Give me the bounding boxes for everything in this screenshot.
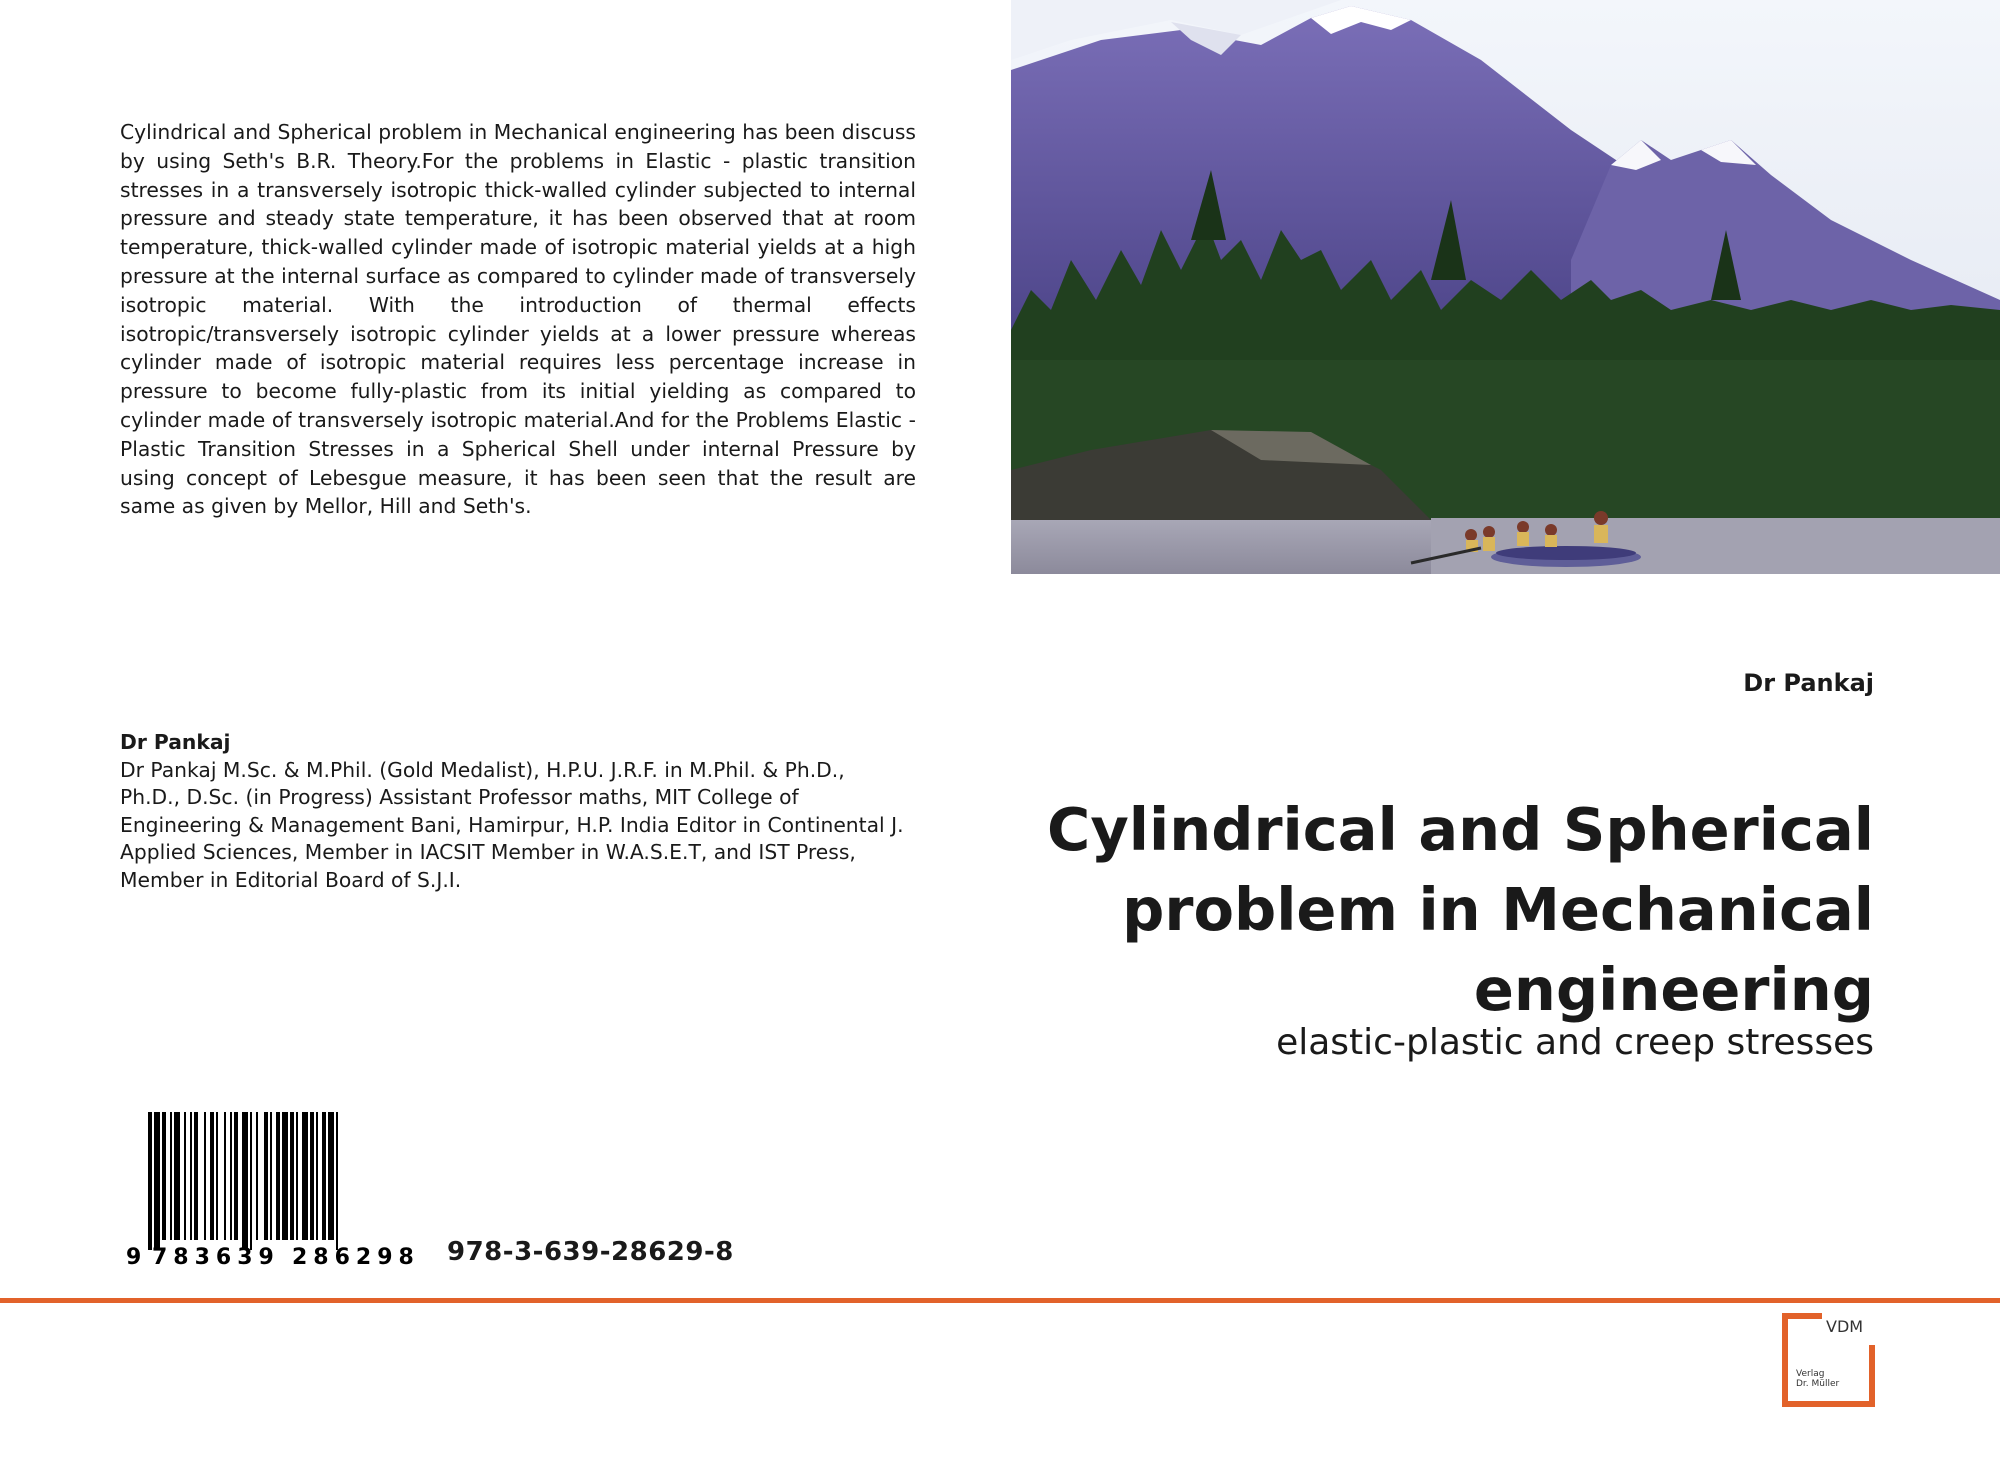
cover-photo [1011, 0, 2000, 574]
barcode-bar [256, 1112, 258, 1240]
publisher-line-1: Verlag [1796, 1369, 1825, 1379]
isbn-number: 978-3-639-28629-8 [447, 1237, 734, 1267]
book-subtitle: elastic-plastic and creep stresses [1276, 1022, 1874, 1063]
book-title-line: engineering [1473, 955, 1874, 1024]
barcode-first-digit: 9 [126, 1245, 142, 1270]
barcode-bar [234, 1112, 238, 1240]
barcode-bar [322, 1112, 326, 1240]
barcode-bar [170, 1112, 172, 1240]
book-title-line: Cylindrical and Spherical [1047, 795, 1874, 864]
barcode-bar [194, 1112, 198, 1240]
barcode-bar [290, 1112, 294, 1240]
barcode-bar [154, 1112, 160, 1250]
barcode-bar [190, 1112, 192, 1240]
author-bio-line: Engineering & Management Bani, Hamirpur, H.P. India Editor in Continental J. [120, 812, 904, 837]
barcode-right-digits: 286298 [292, 1245, 420, 1270]
barcode-bar [242, 1112, 248, 1250]
author-bio-line: Dr Pankaj M.Sc. & M.Phil. (Gold Medalist), H.P.U. J.R.F. in M.Phil. & Ph.D., [120, 757, 845, 782]
barcode-bar [270, 1112, 272, 1240]
front-cover-author: Dr Pankaj [1743, 669, 1874, 697]
publisher-logo [1782, 1313, 1875, 1407]
barcode-bar [328, 1112, 334, 1240]
orange-divider-rule [0, 1298, 2000, 1303]
publisher-line-2: Dr. Müller [1796, 1379, 1840, 1389]
barcode-left-digits: 783639 [152, 1245, 280, 1270]
barcode-bar [148, 1112, 152, 1250]
barcode-bar [174, 1112, 180, 1240]
author-bio-line: Ph.D., D.Sc. (in Progress) Assistant Professor maths, MIT College of [120, 785, 799, 810]
barcode-bar [204, 1112, 206, 1240]
barcode-bar [184, 1112, 186, 1240]
barcode-bar [296, 1112, 298, 1240]
book-title [974, 790, 1874, 1030]
barcode-bar [316, 1112, 318, 1240]
barcode-bar [336, 1112, 338, 1250]
barcode-bar [302, 1112, 308, 1240]
book-title-line: problem in Mechanical [1122, 875, 1874, 944]
publisher-name: VDM [1826, 1317, 1864, 1336]
barcode-bar [162, 1112, 166, 1240]
barcode-bar [224, 1112, 226, 1240]
barcode-bar [250, 1112, 252, 1250]
author-bio-line: Applied Sciences, Member in IACSIT Member in W.A.S.E.T, and IST Press, [120, 840, 856, 865]
author-bio-line: Member in Editorial Board of S.J.I. [120, 867, 462, 892]
mountain-river-rafting-photo-icon [1011, 0, 2000, 574]
author-bio-name: Dr Pankaj [120, 730, 231, 754]
barcode-bar [264, 1112, 268, 1240]
barcode-bar [230, 1112, 232, 1240]
barcode-bar [310, 1112, 314, 1240]
barcode-bar [276, 1112, 280, 1240]
barcode-bar [282, 1112, 288, 1240]
barcode-bar [216, 1112, 218, 1240]
back-cover-blurb: Cylindrical and Spherical problem in Mechanical engineering has been discuss by using Seth's B.R. Theory.For the problems in Elastic - plastic transition stresses in a transversely isotropic thick-walled cylinder subjected to internal pressure and steady state temperature, it has been observed that at room temperature, thick-walled cylinder made of isotropic material yields at a high pressure at the internal surface as compared to cylinder made of transversely isotropic material. With the introduction of thermal effects isotropic/transversely isotropic cylinder yields at a lower pressure whereas cylinder made of isotropic material requires less percentage increase in pressure to become fully-plastic from its initial yielding as compared to cylinder made of transversely isotropic material.And for the Problems Elastic - Plastic Transition Stresses in a Spherical Shell under internal Pressure by using concept of Lebesgue measure, it has been seen that the result are same as given by Mellor, Hill and Seth's. [120, 120, 916, 519]
barcode-bar [210, 1112, 214, 1240]
author-bio-block [120, 729, 920, 895]
